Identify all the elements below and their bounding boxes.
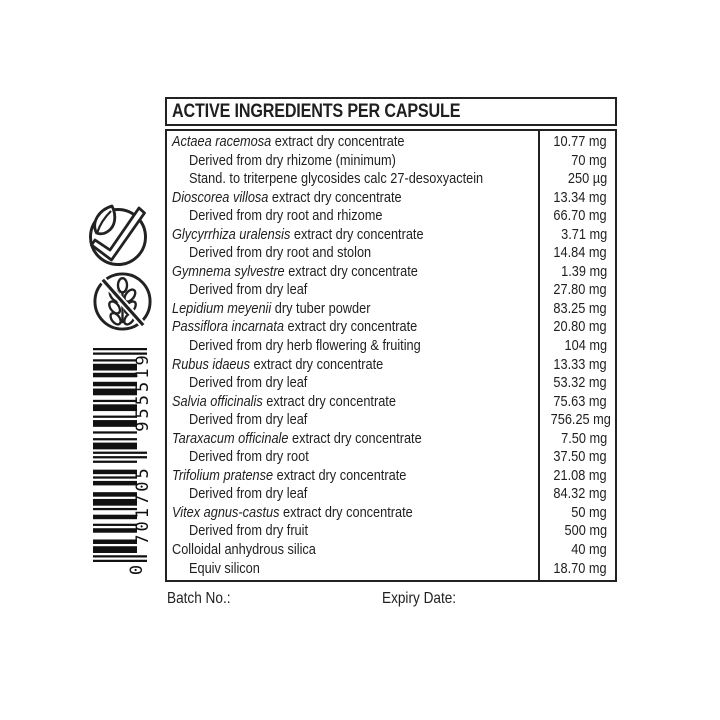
ingredient-text: extract dry concentrate	[271, 133, 405, 150]
ingredient-rows	[167, 133, 615, 578]
ingredient-text: Stand. to triterpene glycosides calc 27-desoxyactein	[189, 170, 484, 188]
ingredient-species: Vitex agnus-castus	[172, 503, 280, 521]
ingredient-row	[167, 207, 615, 226]
ingredient-text: Derived from dry leaf	[189, 374, 308, 392]
ingredient-row	[167, 560, 615, 579]
gluten-free-icon	[91, 270, 154, 333]
ingredient-amount: 250 µg	[567, 170, 607, 188]
ingredient-row	[167, 133, 615, 152]
ingredient-row	[167, 374, 615, 393]
ingredient-row	[167, 356, 615, 375]
ingredient-row	[167, 448, 615, 467]
ingredient-text: extract dry concentrate	[273, 466, 407, 484]
ingredient-species: Rubus idaeus	[172, 355, 250, 373]
ingredient-amount: 70 mg	[571, 151, 607, 169]
ingredient-text: Derived from dry root	[189, 448, 309, 466]
ingredient-row	[167, 485, 615, 504]
ingredient-amount: 104 mg	[564, 337, 607, 355]
ingredient-row	[167, 541, 615, 560]
ingredient-row	[167, 300, 615, 319]
ingredient-amount: 18.70 mg	[553, 559, 607, 577]
ingredient-row	[167, 522, 615, 541]
ingredient-row	[167, 393, 615, 412]
ingredient-amount: 10.77 mg	[553, 133, 607, 150]
barcode-digits-right: 955519	[133, 352, 153, 432]
ingredient-row	[167, 263, 615, 282]
ingredient-species: Salvia officinalis	[172, 392, 263, 410]
ingredient-amount: 500 mg	[564, 522, 607, 540]
ingredient-row	[167, 430, 615, 449]
ingredient-row	[167, 504, 615, 523]
ingredient-text: Equiv silicon	[189, 559, 260, 577]
batch-no-label: Batch No.:	[167, 590, 231, 607]
ingredient-species: Gymnema sylvestre	[172, 262, 285, 280]
ingredient-text: Derived from dry fruit	[189, 522, 309, 540]
ingredient-amount: 14.84 mg	[553, 244, 607, 262]
ingredient-row	[167, 411, 615, 430]
ingredient-text: extract dry concentrate	[290, 225, 424, 243]
ingredient-amount: 53.32 mg	[553, 374, 607, 392]
ingredient-amount: 13.33 mg	[553, 355, 607, 373]
barcode-digits-left: 701705	[133, 465, 153, 545]
ingredients-panel	[165, 97, 617, 582]
ingredient-species: Lepidium meyenii	[172, 299, 272, 317]
ingredient-species: Actaea racemosa	[172, 133, 272, 150]
ingredient-species: Glycyrrhiza uralensis	[172, 225, 291, 243]
ingredient-text: extract dry concentrate	[249, 355, 384, 373]
ingredient-amount: 84.32 mg	[553, 485, 607, 503]
ingredient-amount: 3.71 mg	[560, 225, 607, 243]
ingredient-amount: 66.70 mg	[553, 207, 607, 225]
ingredient-text: Derived from dry root and stolon	[189, 244, 372, 262]
ingredient-amount: 1.39 mg	[560, 262, 607, 280]
ingredient-row	[167, 337, 615, 356]
ingredient-amount: 756.25 mg	[550, 411, 611, 429]
ingredient-row	[167, 170, 615, 189]
panel-title-box	[165, 97, 617, 126]
ingredient-row	[167, 281, 615, 300]
ingredient-text: dry tuber powder	[271, 299, 371, 317]
ingredient-amount: 40 mg	[571, 541, 607, 559]
ingredient-text: extract dry concentrate	[288, 429, 422, 447]
leaf-check-icon	[87, 202, 151, 268]
ingredient-species: Dioscorea villosa	[172, 188, 269, 206]
column-divider	[538, 131, 540, 580]
ingredient-row	[167, 318, 615, 337]
ingredient-amount: 75.63 mg	[553, 392, 607, 410]
ingredient-text: Derived from dry leaf	[189, 281, 308, 299]
ingredient-text: Colloidal anhydrous silica	[172, 541, 316, 559]
ingredient-amount: 37.50 mg	[553, 448, 607, 466]
ingredient-row	[167, 152, 615, 171]
panel-body	[165, 129, 617, 582]
ingredient-species: Passiflora incarnata	[172, 318, 284, 336]
ingredient-text: extract dry concentrate	[279, 503, 413, 521]
ingredient-row	[167, 189, 615, 208]
ingredient-amount: 7.50 mg	[560, 429, 607, 447]
ingredient-text: Derived from dry herb flowering & fruiting	[189, 337, 421, 355]
ingredient-row	[167, 244, 615, 263]
ingredient-text: extract dry concentrate	[268, 188, 402, 206]
ingredient-text: Derived from dry leaf	[189, 411, 308, 429]
ingredient-text: Derived from dry rhizome (minimum)	[189, 151, 396, 169]
ingredient-amount: 21.08 mg	[553, 466, 607, 484]
ingredient-amount: 50 mg	[571, 503, 607, 521]
ingredient-row	[167, 226, 615, 245]
ingredient-text: Derived from dry root and rhizome	[189, 207, 383, 225]
panel-title: ACTIVE INGREDIENTS PER CAPSULE	[172, 100, 461, 122]
ingredient-amount: 83.25 mg	[553, 299, 607, 317]
barcode-digit-first: 0	[127, 564, 147, 576]
ingredient-species: Trifolium pratense	[172, 466, 274, 484]
ingredient-amount: 20.80 mg	[553, 318, 607, 336]
ingredient-amount: 13.34 mg	[553, 188, 607, 206]
ingredient-text: extract dry concentrate	[284, 262, 418, 280]
ingredient-text: extract dry concentrate	[262, 392, 396, 410]
ingredient-text: extract dry concentrate	[283, 318, 418, 336]
ingredient-species: Taraxacum officinale	[172, 429, 289, 447]
ingredient-row	[167, 467, 615, 486]
expiry-date-label: Expiry Date:	[382, 590, 457, 607]
ingredient-amount: 27.80 mg	[553, 281, 607, 299]
ingredient-text: Derived from dry leaf	[189, 485, 308, 503]
barcode	[93, 348, 163, 580]
